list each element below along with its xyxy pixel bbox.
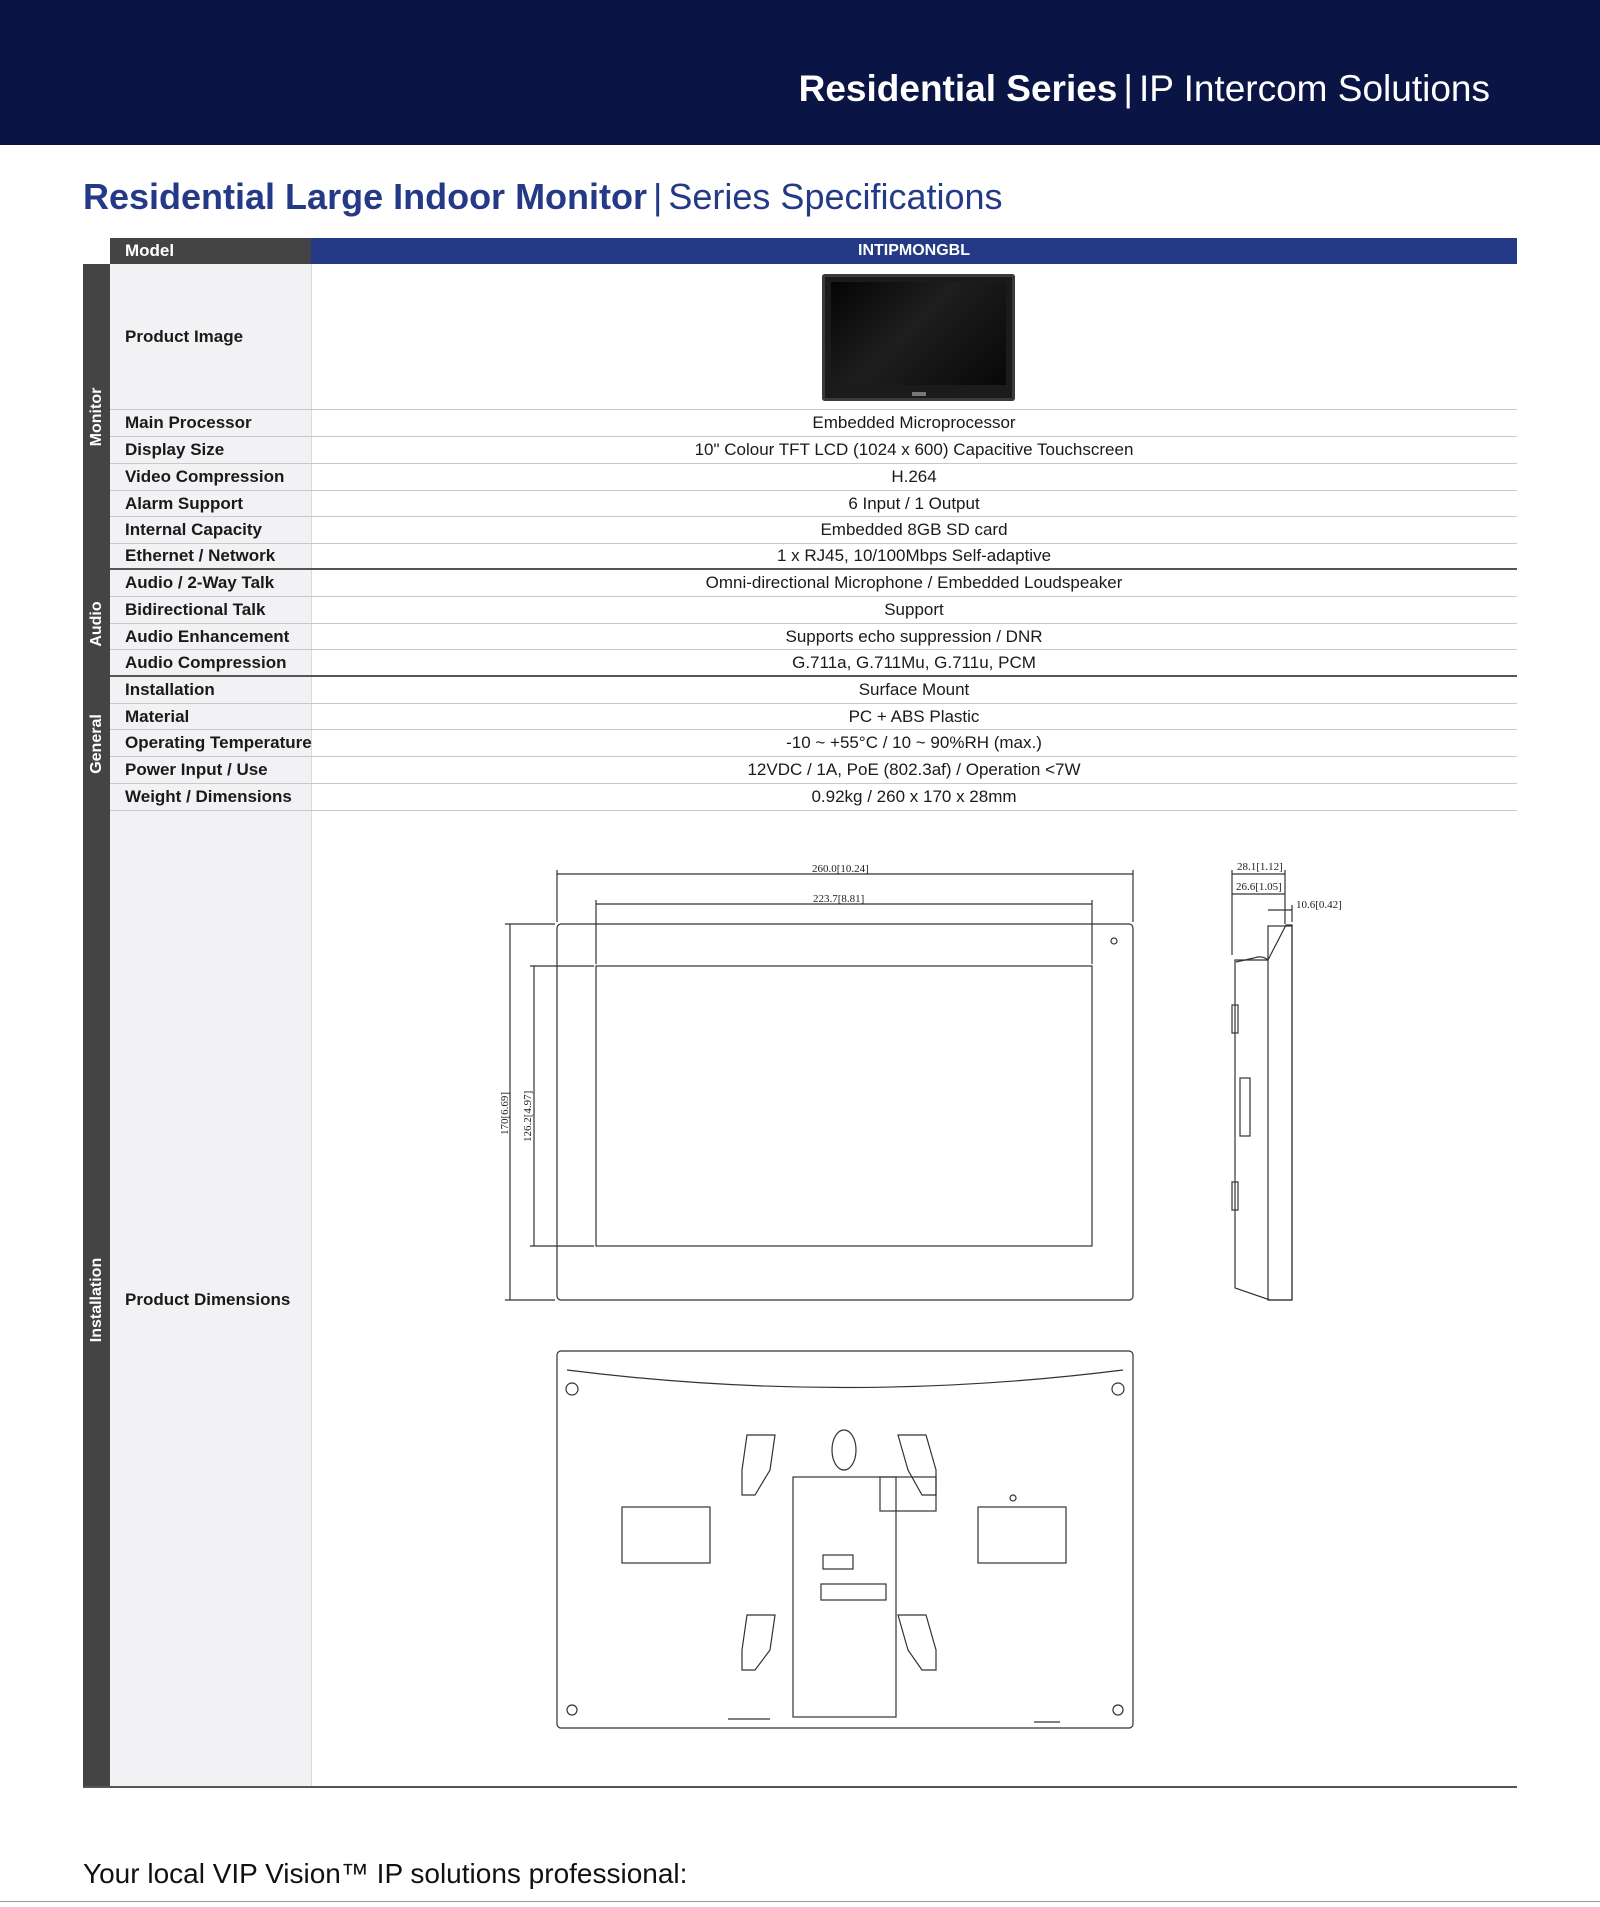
spec-value: -10 ~ +55°C / 10 ~ 90%RH (max.)	[786, 733, 1042, 752]
category-general-label: General	[87, 714, 105, 774]
spec-row	[110, 464, 1517, 491]
category-audio	[83, 570, 110, 677]
spec-row	[110, 624, 1517, 650]
spec-value: 10" Colour TFT LCD (1024 x 600) Capacitive Touchscreen	[694, 440, 1134, 459]
spec-label: Product Image	[125, 326, 244, 346]
spec-value: H.264	[891, 467, 937, 486]
category-audio-label: Audio	[87, 600, 105, 647]
spec-value: Omni-directional Microphone / Embedded Loudspeaker	[705, 573, 1123, 592]
spec-label: Display Size	[125, 440, 225, 459]
page-title-bold: Residential Large Indoor Monitor	[83, 176, 648, 217]
spec-value: PC + ABS Plastic	[848, 706, 980, 726]
series-title-light: IP Intercom Solutions	[1139, 68, 1490, 109]
spec-label: Audio / 2-Way Talk	[125, 573, 275, 592]
spec-value: Surface Mount	[858, 680, 970, 699]
spec-value: 12VDC / 1A, PoE (802.3af) / Operation <7W	[747, 760, 1081, 779]
spec-value: 0.92kg / 260 x 170 x 28mm	[811, 787, 1017, 806]
page-title	[83, 176, 1003, 218]
spec-row	[110, 650, 1517, 677]
product-logo	[912, 392, 926, 396]
spec-label: Operating Temperature	[125, 733, 312, 752]
spec-value: Supports echo suppression / DNR	[785, 626, 1043, 646]
table-bottom-rule	[83, 1786, 1517, 1788]
spec-row	[110, 730, 1517, 757]
page-title-separator: |	[653, 176, 663, 217]
spec-label: Alarm Support	[125, 493, 244, 513]
spec-row	[110, 811, 1517, 1788]
header-model-label: Model	[110, 238, 311, 264]
spec-label: Video Compression	[125, 467, 285, 486]
spec-label: Audio Enhancement	[125, 626, 290, 646]
dim-text-overall-height: 170[6.69]	[499, 1091, 511, 1135]
spec-row	[110, 437, 1517, 464]
category-installation	[83, 811, 110, 1788]
spec-label: Audio Compression	[125, 652, 287, 672]
spec-row	[110, 704, 1517, 730]
spec-label: Material	[125, 706, 190, 726]
spec-value: G.711a, G.711Mu, G.711u, PCM	[792, 652, 1036, 672]
spec-label: Product Dimensions	[125, 1289, 291, 1309]
spec-row	[110, 597, 1517, 624]
product-image	[822, 274, 1015, 401]
spec-value: 1 x RJ45, 10/100Mbps Self-adaptive	[776, 546, 1052, 565]
spec-label: Ethernet / Network	[125, 546, 276, 565]
product-screen	[831, 282, 1006, 385]
spec-label: Installation	[125, 680, 215, 699]
dim-text-depth-edge: 10.6[0.42]	[1296, 899, 1342, 911]
series-title-separator: |	[1123, 68, 1133, 109]
spec-row	[110, 517, 1517, 544]
header-banner	[0, 0, 1600, 145]
spec-label: Internal Capacity	[125, 520, 262, 539]
spec-value: Embedded 8GB SD card	[820, 520, 1008, 539]
category-monitor	[83, 264, 110, 570]
spec-row	[110, 757, 1517, 784]
spec-row	[110, 784, 1517, 811]
spec-label: Weight / Dimensions	[125, 787, 292, 806]
footer-text: Your local VIP Vision™ IP solutions professional:	[83, 1858, 688, 1889]
series-title-bold: Residential Series	[798, 68, 1118, 109]
spec-row	[110, 491, 1517, 517]
spec-row	[110, 544, 1517, 570]
spec-label: Main Processor	[125, 413, 252, 432]
footer-rule	[0, 1901, 1600, 1902]
spec-label: Power Input / Use	[125, 760, 268, 779]
spec-label: Bidirectional Talk	[125, 600, 266, 619]
spec-row	[110, 410, 1517, 437]
dim-text-screen-height: 126.2[4.97]	[522, 1090, 534, 1142]
category-monitor-label: Monitor	[87, 387, 105, 447]
dim-text-overall-width: 260.0[10.24]	[812, 863, 869, 875]
dim-text-depth-body: 26.6[1.05]	[1236, 881, 1282, 893]
series-title	[799, 68, 1490, 110]
dim-text-screen-width: 223.7[8.81]	[813, 893, 865, 905]
spec-value: Embedded Microprocessor	[812, 413, 1016, 432]
spec-table	[83, 238, 1517, 1788]
page-title-light: Series Specifications	[668, 176, 1003, 217]
header-model-value: INTIPMONGBL	[311, 238, 1517, 264]
spec-row	[110, 677, 1517, 704]
spec-value: 6 Input / 1 Output	[848, 493, 980, 513]
dim-text-depth-total: 28.1[1.12]	[1237, 861, 1283, 873]
spec-value: Support	[884, 600, 944, 619]
category-general	[83, 677, 110, 811]
spec-row	[110, 570, 1517, 597]
spec-row	[110, 264, 1517, 410]
category-installation-label: Installation	[87, 1257, 105, 1342]
